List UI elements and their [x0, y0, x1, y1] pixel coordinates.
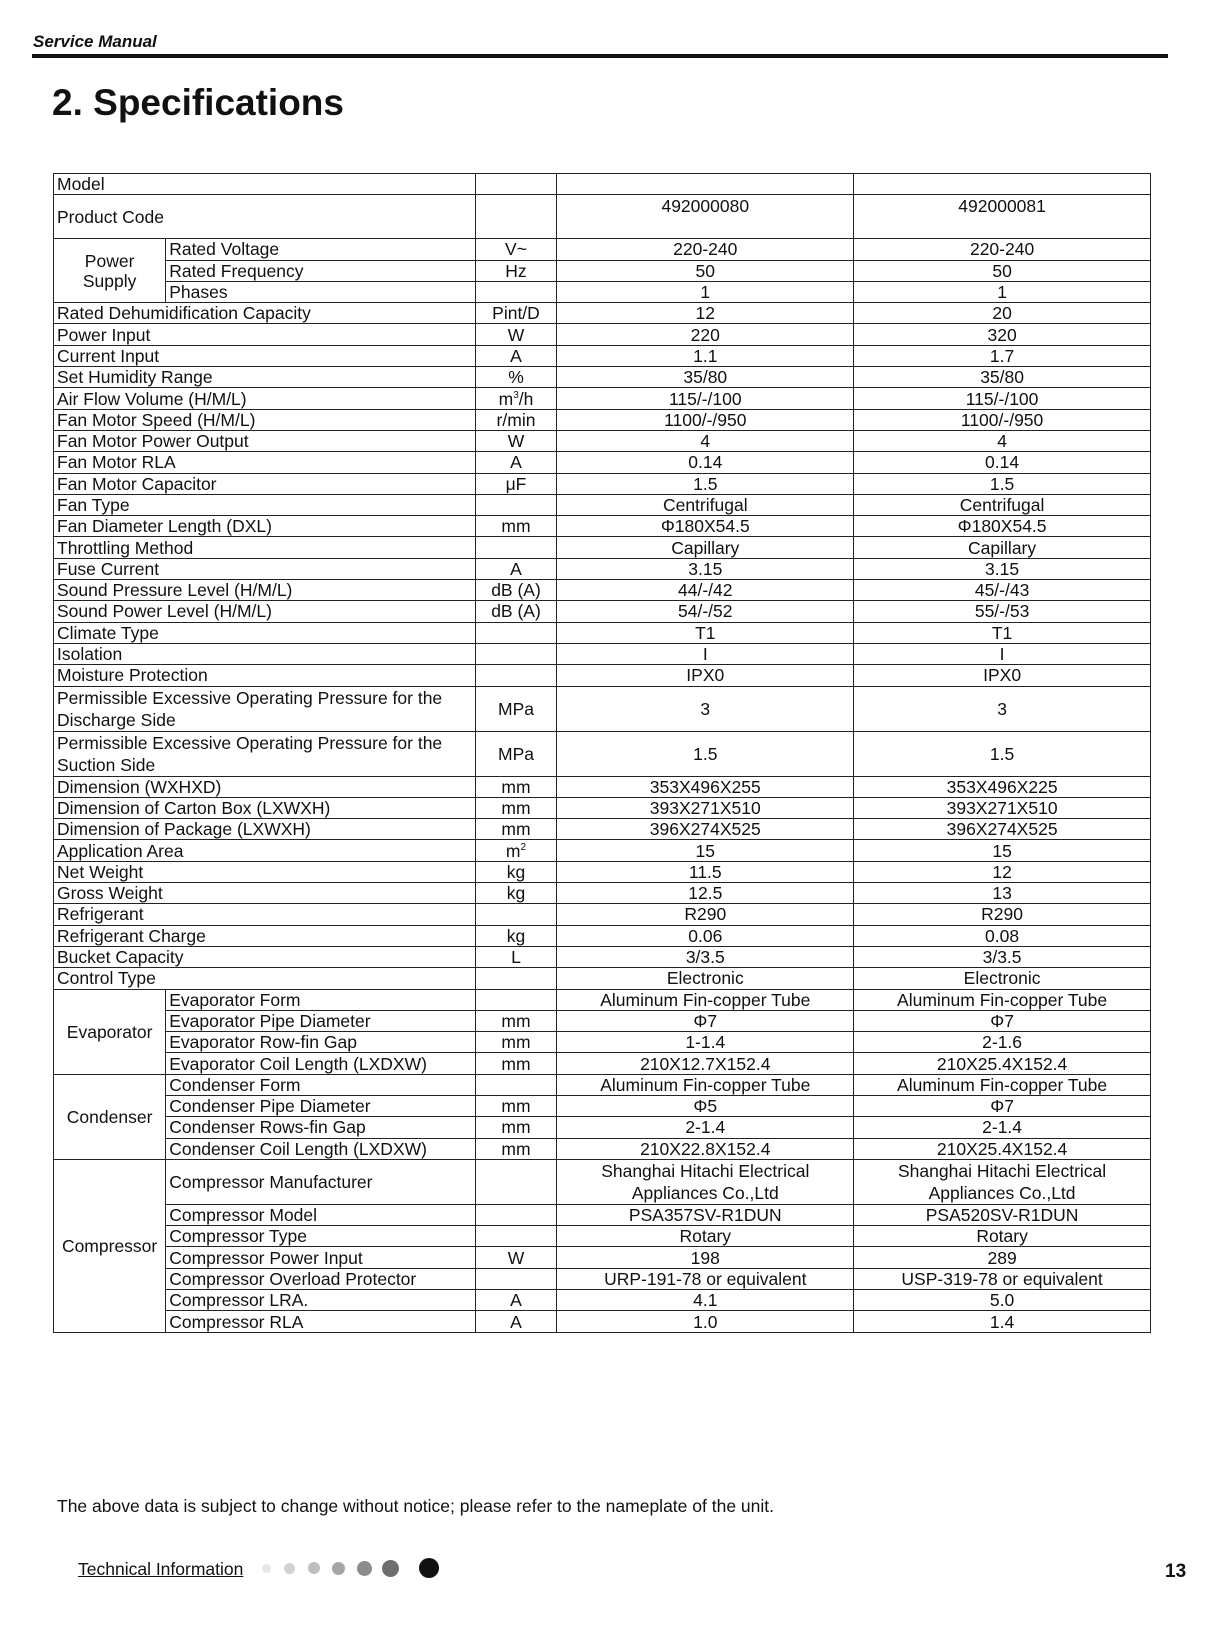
spec-value-model-2: 5.0	[854, 1290, 1151, 1311]
spec-unit	[475, 494, 557, 515]
spec-value-model-2: 1.5	[854, 473, 1151, 494]
spec-label: Sound Pressure Level (H/M/L)	[54, 580, 476, 601]
spec-label: Air Flow Volume (H/M/L)	[54, 388, 476, 409]
spec-label: Throttling Method	[54, 537, 476, 558]
spec-value-model-1: 492000080	[557, 195, 854, 239]
spec-value-model-1: 393X271X510	[557, 797, 854, 818]
spec-unit: kg	[475, 883, 557, 904]
header-title: Service Manual	[33, 32, 157, 51]
spec-value-model-2: 220-240	[854, 239, 1151, 260]
spec-value-model-1: 115/-/100	[557, 388, 854, 409]
spec-value-model-1: 1.1	[557, 345, 854, 366]
table-row	[54, 946, 1151, 967]
spec-unit: mm	[475, 797, 557, 818]
spec-value-model-1: 1-1.4	[557, 1032, 854, 1053]
spec-unit	[475, 904, 557, 925]
spec-value-model-1: Electronic	[557, 968, 854, 989]
spec-value-model-2: Centrifugal	[854, 494, 1151, 515]
spec-value-model-2: 35/80	[854, 367, 1151, 388]
condenser-group: Condenser	[54, 1074, 166, 1159]
spec-value-model-2: 2-1.6	[854, 1032, 1151, 1053]
spec-value-model-1: 210X22.8X152.4	[557, 1138, 854, 1159]
spec-value-model-1: PSA357SV-R1DUN	[557, 1204, 854, 1225]
spec-value-model-1: 0.06	[557, 925, 854, 946]
table-row	[54, 1159, 1151, 1204]
spec-label: Climate Type	[54, 622, 476, 643]
spec-unit: A	[475, 345, 557, 366]
spec-value-model-1: 3.15	[557, 558, 854, 579]
table-row	[54, 558, 1151, 579]
table-row	[54, 494, 1151, 515]
spec-value-model-2: Φ180X54.5	[854, 516, 1151, 537]
spec-value-model-2: 210X25.4X152.4	[854, 1053, 1151, 1074]
spec-label: Isolation	[54, 643, 476, 664]
spec-label: Fan Motor Power Output	[54, 430, 476, 451]
spec-value-model-2: 50	[854, 260, 1151, 281]
table-row	[54, 345, 1151, 366]
spec-unit	[475, 195, 557, 239]
unit-sup: 3	[513, 389, 519, 401]
page-title: 2. Specifications	[52, 82, 344, 123]
spec-table	[53, 173, 1151, 1333]
spec-label: Refrigerant Charge	[54, 925, 476, 946]
spec-value-model-2: USP-319-78 or equivalent	[854, 1268, 1151, 1289]
spec-value-model-2: 492000081	[854, 195, 1151, 239]
spec-label: Dimension (WXHXD)	[54, 776, 476, 797]
spec-unit: mm	[475, 1010, 557, 1031]
header-rule	[32, 54, 1168, 58]
spec-label: Condenser Form	[166, 1074, 475, 1095]
spec-label: Compressor RLA	[166, 1311, 475, 1332]
progress-dot	[262, 1564, 271, 1573]
spec-unit	[475, 1268, 557, 1289]
spec-value-model-1: Aluminum Fin-copper Tube	[557, 1074, 854, 1095]
spec-label: Rated Dehumidification Capacity	[54, 303, 476, 324]
spec-value-model-2: 12	[854, 861, 1151, 882]
spec-value-model-1: 198	[557, 1247, 854, 1268]
spec-value-model-1: T1	[557, 622, 854, 643]
unit-sup: 2	[520, 841, 527, 853]
spec-value-model-2: 393X271X510	[854, 797, 1151, 818]
spec-value-model-1: 220-240	[557, 239, 854, 260]
spec-value-model-1: 44/-/42	[557, 580, 854, 601]
unit-base: m	[498, 388, 514, 409]
table-row	[54, 1074, 1151, 1095]
table-row	[54, 174, 1151, 195]
spec-label: Compressor Power Input	[166, 1247, 475, 1268]
spec-label: Dimension of Carton Box (LXWXH)	[54, 797, 476, 818]
spec-unit: mm	[475, 776, 557, 797]
spec-unit: A	[475, 1290, 557, 1311]
spec-label: Product Code	[54, 195, 476, 239]
spec-label: Model	[54, 174, 476, 195]
spec-value-model-1: URP-191-78 or equivalent	[557, 1268, 854, 1289]
spec-label: Compressor Type	[166, 1226, 475, 1247]
spec-unit	[475, 622, 557, 643]
spec-unit: A	[475, 558, 557, 579]
progress-dot	[419, 1558, 439, 1578]
spec-unit: %	[475, 367, 557, 388]
table-row	[54, 1204, 1151, 1225]
table-row	[54, 1311, 1151, 1332]
spec-label: Moisture Protection	[54, 665, 476, 686]
table-row	[54, 797, 1151, 818]
table-row	[54, 324, 1151, 345]
technical-information-link[interactable]: Technical Information	[78, 1559, 244, 1579]
spec-value-model-2: 1	[854, 281, 1151, 302]
spec-label: Fan Motor RLA	[54, 452, 476, 473]
progress-dot	[284, 1563, 295, 1574]
spec-label: Gross Weight	[54, 883, 476, 904]
spec-label: Rated Frequency	[166, 260, 475, 281]
spec-label: Control Type	[54, 968, 476, 989]
spec-value-model-2: 55/-/53	[854, 601, 1151, 622]
spec-label: Condenser Rows-fin Gap	[166, 1117, 475, 1138]
spec-value-model-2: IPX0	[854, 665, 1151, 686]
table-row	[54, 1290, 1151, 1311]
spec-value-model-2: I	[854, 643, 1151, 664]
spec-value-model-1: 4.1	[557, 1290, 854, 1311]
spec-value-model-1: 54/-/52	[557, 601, 854, 622]
spec-value-model-2: 1.7	[854, 345, 1151, 366]
spec-value-model-2: 15	[854, 840, 1151, 861]
table-row	[54, 686, 1151, 731]
spec-value-model-2	[854, 174, 1151, 195]
table-row	[54, 989, 1151, 1010]
spec-value-model-2: 1.5	[854, 731, 1151, 776]
spec-value-model-2: T1	[854, 622, 1151, 643]
spec-unit	[475, 537, 557, 558]
spec-label: Fan Diameter Length (DXL)	[54, 516, 476, 537]
spec-value-model-2: 45/-/43	[854, 580, 1151, 601]
spec-value-model-1: 1	[557, 281, 854, 302]
spec-label: Evaporator Coil Length (LXDXW)	[166, 1053, 475, 1074]
table-row	[54, 1138, 1151, 1159]
spec-unit: A	[475, 452, 557, 473]
table-row	[54, 643, 1151, 664]
table-row	[54, 904, 1151, 925]
spec-unit: mm	[475, 1095, 557, 1116]
spec-value-model-1: Rotary	[557, 1226, 854, 1247]
table-row	[54, 516, 1151, 537]
spec-unit	[475, 281, 557, 302]
spec-label: Condenser Coil Length (LXDXW)	[166, 1138, 475, 1159]
spec-value-model-1: 12	[557, 303, 854, 324]
spec-unit	[475, 840, 557, 861]
spec-value-model-1: Shanghai Hitachi Electrical Appliances Co.,Ltd	[557, 1159, 854, 1204]
table-row	[54, 303, 1151, 324]
table-row	[54, 731, 1151, 776]
spec-label: Set Humidity Range	[54, 367, 476, 388]
table-row	[54, 388, 1151, 409]
spec-unit	[475, 1226, 557, 1247]
spec-label: Rated Voltage	[166, 239, 475, 260]
spec-unit: W	[475, 430, 557, 451]
progress-dot	[308, 1562, 320, 1574]
table-row	[54, 195, 1151, 239]
table-row	[54, 601, 1151, 622]
spec-value-model-2: 3.15	[854, 558, 1151, 579]
spec-unit: mm	[475, 1138, 557, 1159]
spec-value-model-1: 2-1.4	[557, 1117, 854, 1138]
table-row	[54, 1010, 1151, 1031]
spec-value-model-1: 396X274X525	[557, 819, 854, 840]
spec-value-model-2: 13	[854, 883, 1151, 904]
spec-value-model-2: 1.4	[854, 1311, 1151, 1332]
table-row	[54, 537, 1151, 558]
spec-value-model-2: 3	[854, 686, 1151, 731]
spec-value-model-1	[557, 174, 854, 195]
spec-value-model-1: Capillary	[557, 537, 854, 558]
spec-value-model-2: 2-1.4	[854, 1117, 1151, 1138]
table-row	[54, 622, 1151, 643]
spec-value-model-2: 1100/-/950	[854, 409, 1151, 430]
progress-dot	[332, 1562, 345, 1575]
spec-value-model-2: Φ7	[854, 1095, 1151, 1116]
spec-value-model-2: Capillary	[854, 537, 1151, 558]
spec-unit: MPa	[475, 731, 557, 776]
spec-value-model-1: R290	[557, 904, 854, 925]
spec-label: Sound Power Level (H/M/L)	[54, 601, 476, 622]
spec-unit: kg	[475, 861, 557, 882]
table-row	[54, 239, 1151, 260]
table-row	[54, 409, 1151, 430]
table-row	[54, 665, 1151, 686]
spec-label: Compressor Overload Protector	[166, 1268, 475, 1289]
spec-label: Fuse Current	[54, 558, 476, 579]
spec-label: Phases	[166, 281, 475, 302]
table-row	[54, 840, 1151, 861]
spec-label: Permissible Excessive Operating Pressure for the Suction Side	[54, 731, 476, 776]
page-number: 13	[1165, 1561, 1187, 1582]
spec-value-model-1: 3	[557, 686, 854, 731]
spec-unit: dB (A)	[475, 580, 557, 601]
spec-value-model-2: Rotary	[854, 1226, 1151, 1247]
spec-value-model-1: 1.5	[557, 473, 854, 494]
spec-label: Fan Motor Speed (H/M/L)	[54, 409, 476, 430]
progress-dot	[382, 1560, 399, 1577]
spec-value-model-1: 1100/-/950	[557, 409, 854, 430]
spec-value-model-2: 396X274X525	[854, 819, 1151, 840]
progress-dot	[357, 1561, 372, 1576]
spec-unit: mm	[475, 1117, 557, 1138]
spec-unit: A	[475, 1311, 557, 1332]
spec-value-model-1: 210X12.7X152.4	[557, 1053, 854, 1074]
spec-label: Evaporator Row-fin Gap	[166, 1032, 475, 1053]
table-row	[54, 925, 1151, 946]
spec-value-model-2: 289	[854, 1247, 1151, 1268]
table-row	[54, 1117, 1151, 1138]
spec-value-model-2: Φ7	[854, 1010, 1151, 1031]
table-row	[54, 260, 1151, 281]
evaporator-group: Evaporator	[54, 989, 166, 1074]
table-row	[54, 1032, 1151, 1053]
spec-label: Compressor Manufacturer	[166, 1159, 475, 1204]
spec-unit	[475, 1204, 557, 1225]
spec-value-model-1: 12.5	[557, 883, 854, 904]
spec-unit: mm	[475, 1032, 557, 1053]
table-row	[54, 861, 1151, 882]
spec-value-model-1: I	[557, 643, 854, 664]
spec-value-model-1: 220	[557, 324, 854, 345]
table-row	[54, 367, 1151, 388]
spec-value-model-2: 0.08	[854, 925, 1151, 946]
spec-unit: MPa	[475, 686, 557, 731]
spec-value-model-1: 353X496X255	[557, 776, 854, 797]
table-row	[54, 1247, 1151, 1268]
spec-unit	[475, 665, 557, 686]
spec-value-model-2: Electronic	[854, 968, 1151, 989]
spec-label: Fan Motor Capacitor	[54, 473, 476, 494]
spec-value-model-2: R290	[854, 904, 1151, 925]
table-row	[54, 430, 1151, 451]
spec-unit: mm	[475, 1053, 557, 1074]
spec-value-model-1: 0.14	[557, 452, 854, 473]
spec-value-model-1: 50	[557, 260, 854, 281]
spec-value-model-2: 4	[854, 430, 1151, 451]
spec-value-model-2: Aluminum Fin-copper Tube	[854, 989, 1151, 1010]
spec-unit	[475, 643, 557, 664]
spec-label: Permissible Excessive Operating Pressure for the Discharge Side	[54, 686, 476, 731]
spec-label: Dimension of Package (LXWXH)	[54, 819, 476, 840]
spec-value-model-1: 15	[557, 840, 854, 861]
spec-value-model-1: Aluminum Fin-copper Tube	[557, 989, 854, 1010]
spec-label: Compressor Model	[166, 1204, 475, 1225]
spec-value-model-2: PSA520SV-R1DUN	[854, 1204, 1151, 1225]
spec-value-model-1: 1.5	[557, 731, 854, 776]
spec-unit: Hz	[475, 260, 557, 281]
table-row	[54, 1053, 1151, 1074]
spec-label: Fan Type	[54, 494, 476, 515]
table-row	[54, 776, 1151, 797]
spec-unit: r/min	[475, 409, 557, 430]
table-row	[54, 819, 1151, 840]
compressor-group: Compressor	[54, 1159, 166, 1332]
spec-value-model-2: 320	[854, 324, 1151, 345]
spec-value-model-1: IPX0	[557, 665, 854, 686]
spec-label: Evaporator Form	[166, 989, 475, 1010]
spec-unit: dB (A)	[475, 601, 557, 622]
spec-unit	[475, 968, 557, 989]
spec-label: Current Input	[54, 345, 476, 366]
spec-value-model-2: 353X496X225	[854, 776, 1151, 797]
table-row	[54, 452, 1151, 473]
spec-unit: W	[475, 1247, 557, 1268]
spec-unit: V~	[475, 239, 557, 260]
spec-value-model-2: 115/-/100	[854, 388, 1151, 409]
spec-unit: Pint/D	[475, 303, 557, 324]
table-row	[54, 473, 1151, 494]
spec-label: Net Weight	[54, 861, 476, 882]
spec-value-model-1: Φ7	[557, 1010, 854, 1031]
spec-label: Application Area	[54, 840, 476, 861]
spec-unit	[475, 1074, 557, 1095]
spec-label: Evaporator Pipe Diameter	[166, 1010, 475, 1031]
spec-unit: mm	[475, 516, 557, 537]
spec-value-model-2: 20	[854, 303, 1151, 324]
spec-value-model-2: 210X25.4X152.4	[854, 1138, 1151, 1159]
table-row	[54, 883, 1151, 904]
unit-tail: /h	[518, 388, 534, 409]
table-row	[54, 1226, 1151, 1247]
spec-value-model-1: 4	[557, 430, 854, 451]
spec-value-model-1: 11.5	[557, 861, 854, 882]
spec-value-model-1: 35/80	[557, 367, 854, 388]
table-row	[54, 1268, 1151, 1289]
unit-base: m	[505, 840, 521, 861]
table-row	[54, 1095, 1151, 1116]
power-supply-group: Power Supply	[54, 239, 166, 303]
spec-unit	[475, 1159, 557, 1204]
spec-unit	[475, 989, 557, 1010]
table-row	[54, 968, 1151, 989]
spec-value-model-2: Shanghai Hitachi Electrical Appliances Co.,Ltd	[854, 1159, 1151, 1204]
spec-unit: W	[475, 324, 557, 345]
spec-value-model-2: Aluminum Fin-copper Tube	[854, 1074, 1151, 1095]
spec-value-model-1: 3/3.5	[557, 946, 854, 967]
spec-label: Power Input	[54, 324, 476, 345]
spec-value-model-1: Centrifugal	[557, 494, 854, 515]
spec-label: Condenser Pipe Diameter	[166, 1095, 475, 1116]
disclaimer-note: The above data is subject to change without notice; please refer to the nameplate of the unit.	[57, 1496, 774, 1516]
spec-label: Refrigerant	[54, 904, 476, 925]
table-row	[54, 580, 1151, 601]
spec-unit: L	[475, 946, 557, 967]
spec-value-model-1: 1.0	[557, 1311, 854, 1332]
spec-unit: kg	[475, 925, 557, 946]
spec-unit	[475, 174, 557, 195]
table-row	[54, 281, 1151, 302]
spec-unit	[475, 388, 557, 409]
spec-unit: mm	[475, 819, 557, 840]
spec-value-model-2: 0.14	[854, 452, 1151, 473]
spec-value-model-1: Φ5	[557, 1095, 854, 1116]
spec-label: Compressor LRA.	[166, 1290, 475, 1311]
spec-label: Bucket Capacity	[54, 946, 476, 967]
spec-value-model-2: 3/3.5	[854, 946, 1151, 967]
spec-unit: μF	[475, 473, 557, 494]
spec-value-model-1: Φ180X54.5	[557, 516, 854, 537]
